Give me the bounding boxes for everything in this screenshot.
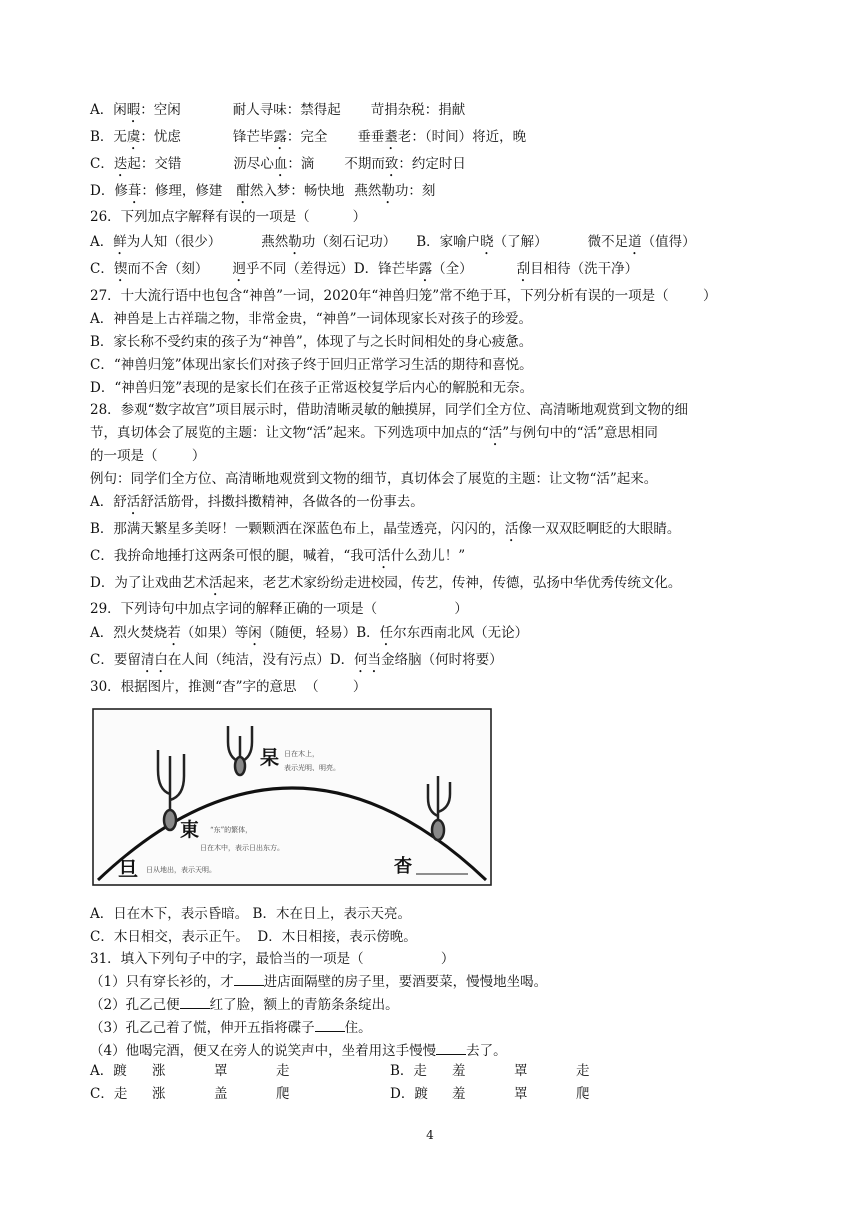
q28-option-d: D．为了让戏曲艺术活起来，老艺术家纷纷走进校园，传艺，传神，传德，弘扬中华优秀传统文化。 [90,575,682,591]
q28-stem-line2: 节，真切体会了展览的主题：让文物“活”起来。下列选项中加点的“活”与例句中的“活”意思相同 [90,425,658,441]
q30-options-cd: C．木日相交，表示正午。 D．木日相接，表示傍晚。 [90,929,417,945]
blank-2 [180,1008,210,1009]
char-dong: 東 [180,819,200,841]
char-dan: 旦 [118,857,138,881]
q25-option-b: B．无虞：忧虑 锋芒毕露：完全 垂垂耋老：（时间）将近，晚 [90,129,527,145]
q28-example: 例句：同学们全方位、高清晰地观赏到文物的细节，真切体会了展览的主题：让文物“活”起来。 [90,471,658,487]
q31-sentence-1: （1）只有穿长衫的，才 进店面隔壁的房子里，要酒要菜，慢慢地坐喝。 [90,974,548,990]
q25-option-a: A．闲暇：空闲 耐人寻味：禁得起 苛捐杂税：捐献 [90,102,466,118]
char-dong-note1: “东”的繁体， [210,826,253,834]
q31-sentence-3: （3）孔乙己着了慌，伸开五指将碟子 住。 [90,1020,372,1036]
q29-options-ab: A．烈火焚烧若（如果）等闲（随便，轻易）B．任尔东西南北风（无论） [90,625,529,641]
q27-option-b: B．家长称不受约束的孩子为“神兽”，体现了与之长时间相处的身心疲惫。 [90,334,533,350]
blank-4 [436,1054,466,1055]
char-gao: 杲 [260,747,280,769]
char-gao-note1: 日在木上， [284,750,319,758]
figure-border [93,709,491,885]
q28-option-c: C．我拚命地捶打这两条可恨的腿，喊着，“我可活什么劲儿！” [90,548,466,564]
q28-stem-line1: 28．参观“数字故宫”项目展示时，借助清晰灵敏的触摸屏，同学们全方位、高清晰地观赏到文物的细 [90,402,688,418]
q27-option-c: C．“神兽归笼”体现出家长们对孩子终于回归正常学习生活的期待和喜悦。 [90,357,533,373]
q28-stem-line3: 的一项是（ ） [90,448,206,464]
q31-sentence-4: （4）他喝完酒，便又在旁人的说笑声中，坐着用这手慢慢 去了。 [90,1043,507,1059]
q25-option-c: C．迭起：交错 沥尽心血：滴 不期而致：约定时日 [90,156,466,172]
q30-stem: 30．根据图片，推测“杳”字的意思 （ ） [90,679,367,695]
q26-options-cd: C．锲而不舍（刻） 迥乎不同（差得远）D．锋芒毕露（全） 刮目相待（洗干净） [90,261,639,277]
char-dong-note2: 日在木中，表示日出东方。 [200,844,284,852]
q31-option-a: A．踱 涨 罩 走 [90,1063,290,1079]
q27-option-d: D．“神兽归笼”表现的是家长们在孩子正常返校复学后内心的解脱和无奈。 [90,380,534,396]
q31-option-b: B．走 羞 罩 走 [390,1063,590,1079]
char-yao: 杳 [394,856,412,877]
q27-option-a: A．神兽是上古祥瑞之物，非常金贵，“神兽”一词体现家长对孩子的珍爱。 [90,311,533,327]
q31-sentence-2: （2）孔乙己便 红了脸，额上的青筋条条绽出。 [90,997,399,1013]
q25-option-d: D．修葺：修理，修建 酣然入梦：畅快地 燕然勒功：刻 [90,183,436,199]
q31-option-d: D．踱 羞 罩 爬 [390,1086,590,1102]
page-number: 4 [426,1128,434,1142]
blank-1 [234,985,264,986]
q31-stem: 31．填入下列句子中的字，最恰当的一项是（ ） [90,951,455,967]
q26-stem: 26．下列加点字解释有误的一项是（ ） [90,209,367,225]
character-figure [92,708,492,886]
q29-options-cd: C．要留清白在人间（纯洁，没有污点）D．何当金络脑（何时将要） [90,652,503,668]
char-gao-note2: 表示光明、明亮。 [284,764,340,772]
q27-stem: 27．十大流行语中也包含“神兽”一词，2020年“神兽归笼”常不绝于耳，下列分析有误的一项是（ ） [90,288,717,304]
q28-option-b: B．那满天繁星多美呀！一颗颗洒在深蓝色布上，晶莹透亮，闪闪的，活像一双双眨啊眨的大眼睛。 [90,521,681,537]
q31-option-c: C．走 涨 盖 爬 [90,1086,290,1102]
char-dan-note: 日从地出，表示天明。 [146,866,216,874]
blank-3 [315,1031,345,1032]
q30-options-ab: A．日在木下，表示昏暗。 B．木在日上，表示天亮。 [90,906,411,922]
q28-option-a: A．舒活舒活筋骨，抖擞抖擞精神，各做各的一份事去。 [90,494,424,510]
q26-options-ab: A．鲜为人知（很少） 燕然勒功（刻石记功） B．家喻户晓（了解） 微不足道（值得） [90,234,696,250]
q29-stem: 29．下列诗句中加点字词的解释正确的一项是（ ） [90,601,468,617]
